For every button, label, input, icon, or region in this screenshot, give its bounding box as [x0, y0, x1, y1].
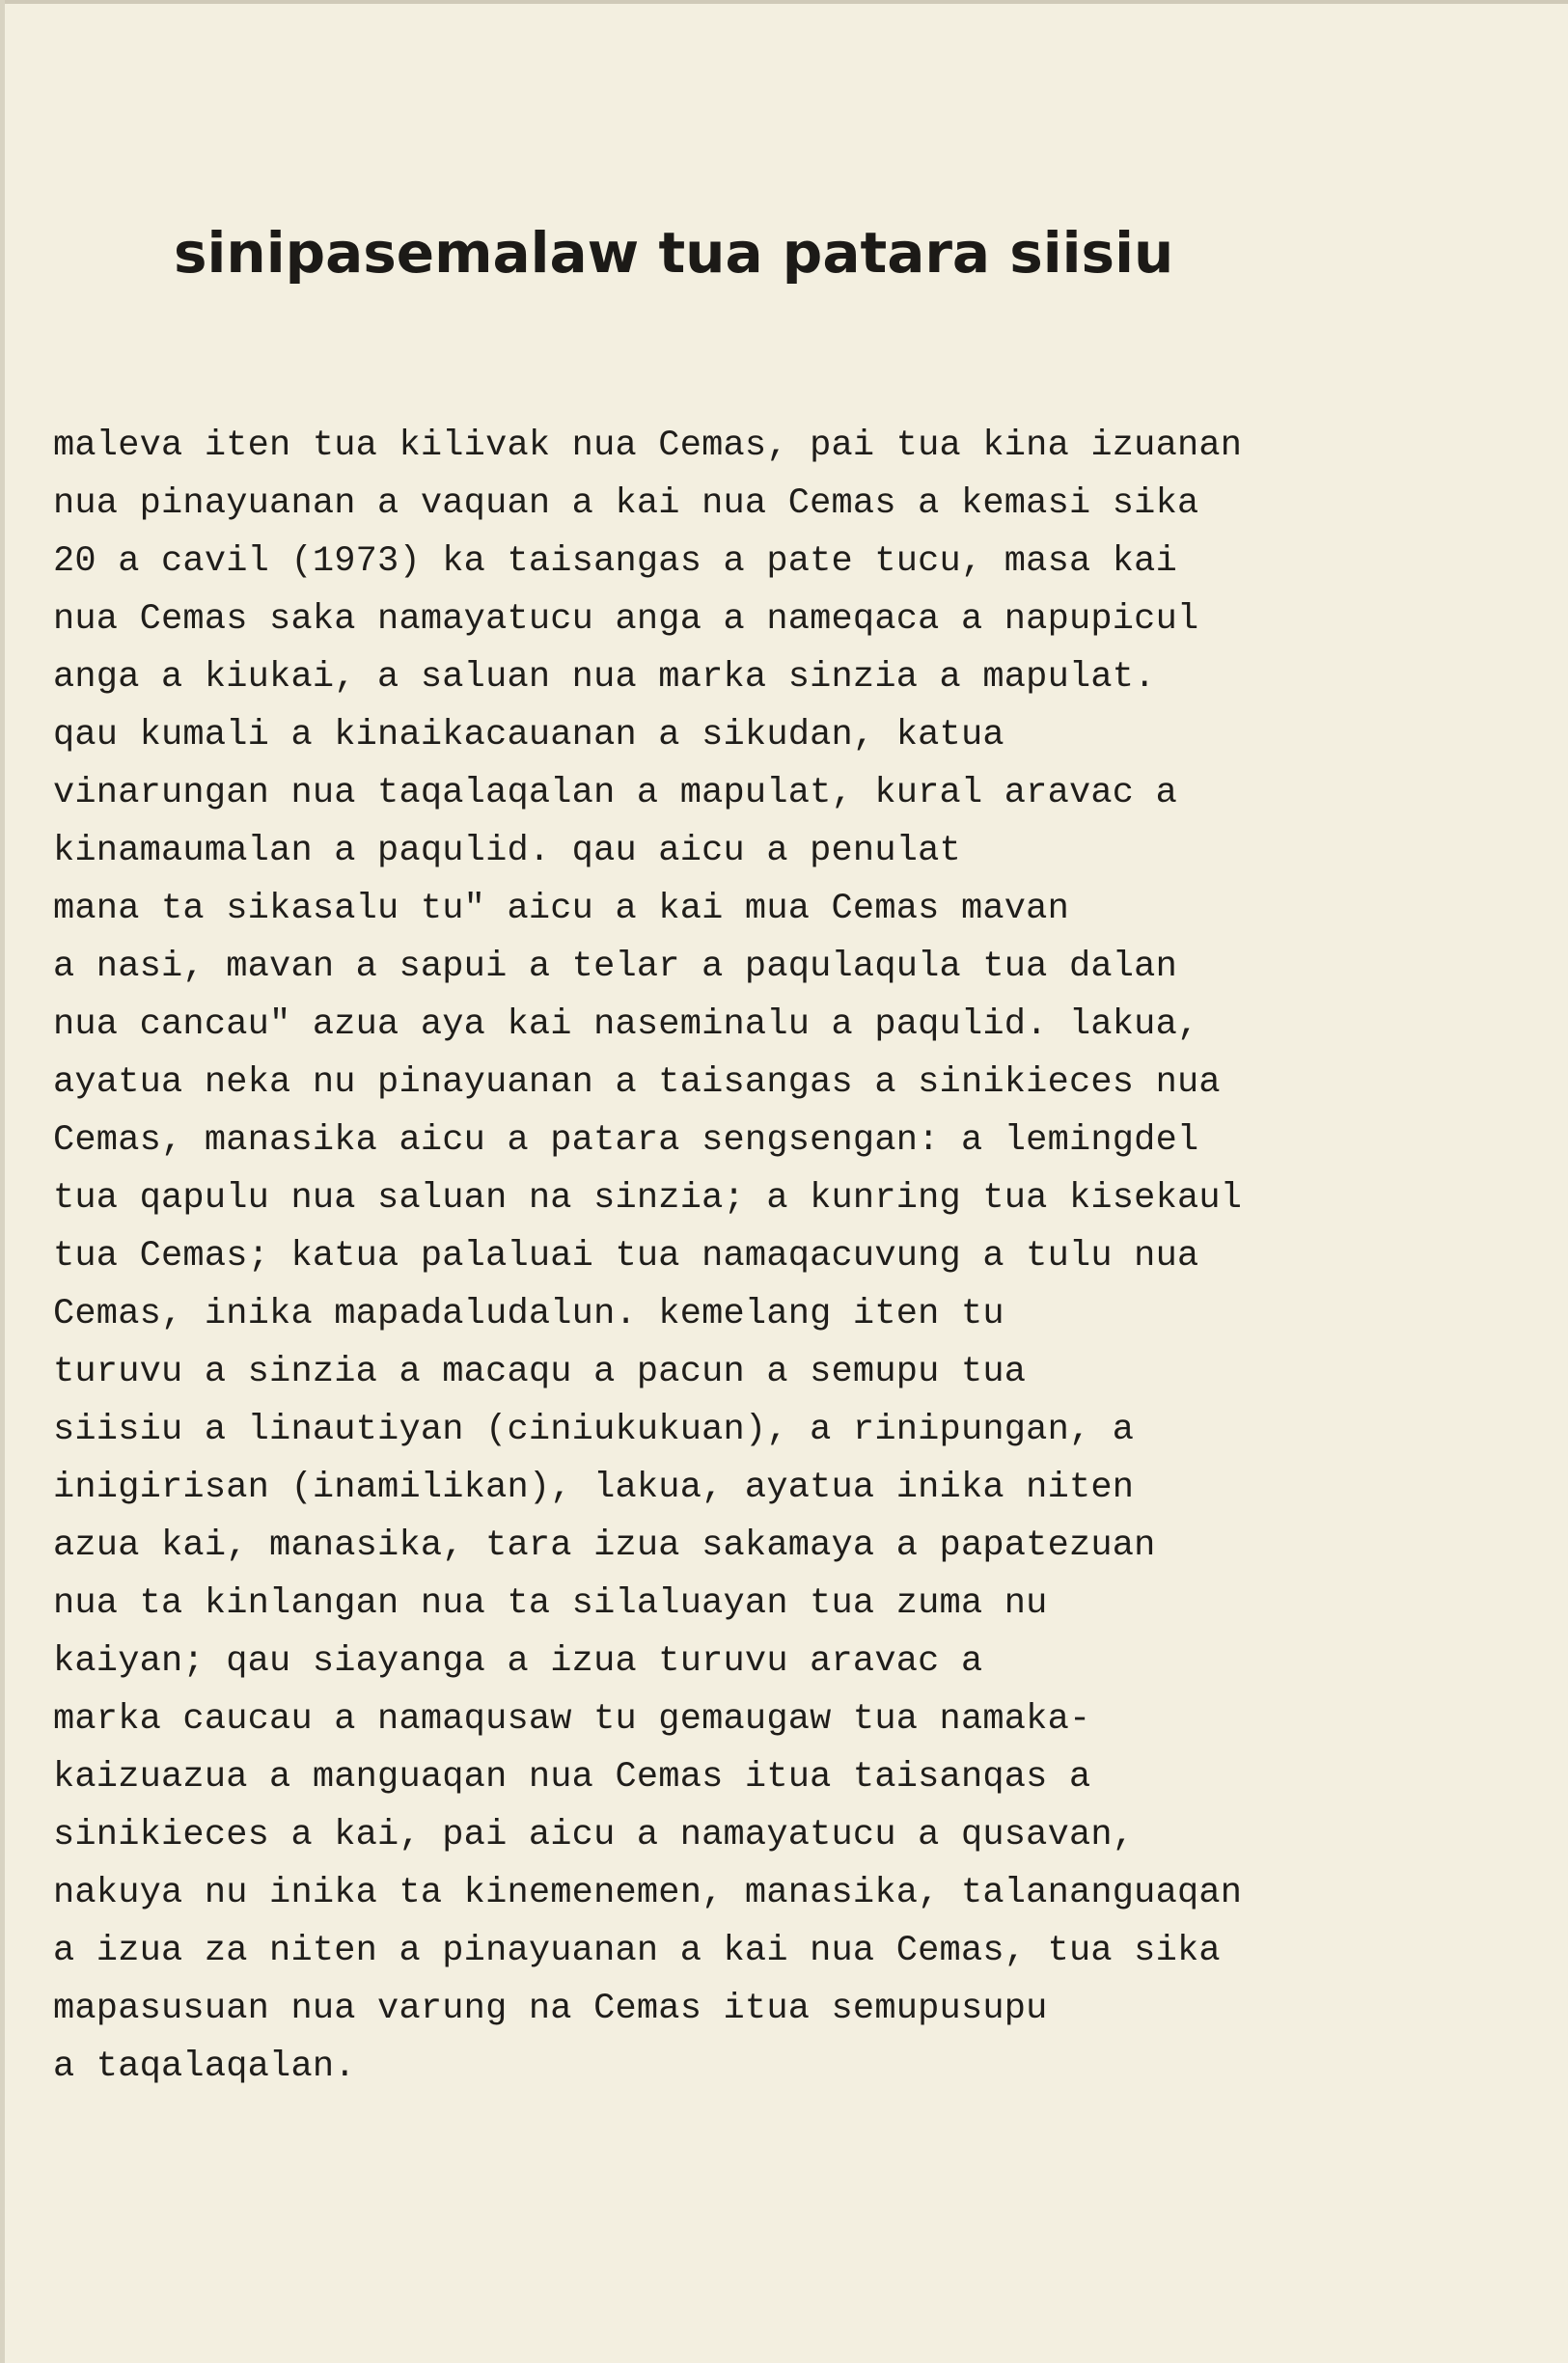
text-line: turuvu a sinzia a macaqu a pacun a semupu tua: [53, 1352, 1027, 1392]
text-line: nua ta kinlangan nua ta silaluayan tua zuma nu: [53, 1583, 1048, 1624]
text-line: nua pinayuanan a vaquan a kai nua Cemas a kemasi sika: [53, 483, 1199, 524]
page-title: sinipasemalaw tua patara siisiu: [174, 220, 1174, 286]
text-line: azua kai, manasika, tara izua sakamaya a papatezuan: [53, 1525, 1156, 1566]
text-line: Cemas, inika mapadaludalun. kemelang iten tu: [53, 1294, 1004, 1334]
text-line: nua cancau" azua aya kai naseminalu a paqulid. lakua,: [53, 1004, 1199, 1045]
text-line: kaiyan; qau siayanga a izua turuvu aravac a: [53, 1641, 983, 1682]
text-line: mapasusuan nua varung na Cemas itua semupusupu: [53, 1989, 1048, 2029]
text-line: vinarungan nua taqalaqalan a mapulat, kural aravac a: [53, 773, 1177, 813]
text-line: a taqalaqalan.: [53, 2047, 356, 2087]
text-line: sinikieces a kai, pai aicu a namayatucu a qusavan,: [53, 1815, 1135, 1855]
text-line: siisiu a linautiyan (ciniukukuan), a rinipungan, a: [53, 1410, 1135, 1450]
text-line: tua qapulu nua saluan na sinzia; a kunring tua kisekaul: [53, 1178, 1243, 1219]
text-line: 20 a cavil (1973) ka taisangas a pate tucu, masa kai: [53, 541, 1177, 582]
text-line: marka caucau a namaqusaw tu gemaugaw tua namaka-: [53, 1699, 1091, 1740]
text-line: inigirisan (inamilikan), lakua, ayatua inika niten: [53, 1468, 1135, 1508]
body-paragraph: [53, 417, 1520, 2096]
text-line: maleva iten tua kilivak nua Cemas, pai tua kina izuanan: [53, 426, 1243, 466]
text-line: anga a kiukai, a saluan nua marka sinzia a mapulat.: [53, 657, 1156, 698]
text-line: a nasi, mavan a sapui a telar a paqulaqula tua dalan: [53, 947, 1177, 987]
text-line: nua Cemas saka namayatucu anga a nameqaca a napupicul: [53, 599, 1199, 640]
text-line: mana ta sikasalu tu" aicu a kai mua Cemas mavan: [53, 889, 1069, 929]
text-line: a izua za niten a pinayuanan a kai nua Cemas, tua sika: [53, 1931, 1221, 1971]
text-line: ayatua neka nu pinayuanan a taisangas a sinikieces nua: [53, 1062, 1221, 1103]
page-left-edge: [0, 0, 5, 2363]
text-line: qau kumali a kinaikacauanan a sikudan, katua: [53, 715, 1004, 756]
text-line: tua Cemas; katua palaluai tua namaqacuvung a tulu nua: [53, 1236, 1199, 1277]
text-line: kinamaumalan a paqulid. qau aicu a penulat: [53, 831, 961, 871]
text-line: kaizuazua a manguaqan nua Cemas itua taisanqas a: [53, 1757, 1091, 1798]
text-line: Cemas, manasika aicu a patara sengsengan: a lemingdel: [53, 1120, 1199, 1161]
text-line: nakuya nu inika ta kinemenemen, manasika, talananguaqan: [53, 1873, 1243, 1913]
page-top-edge: [0, 0, 1568, 4]
